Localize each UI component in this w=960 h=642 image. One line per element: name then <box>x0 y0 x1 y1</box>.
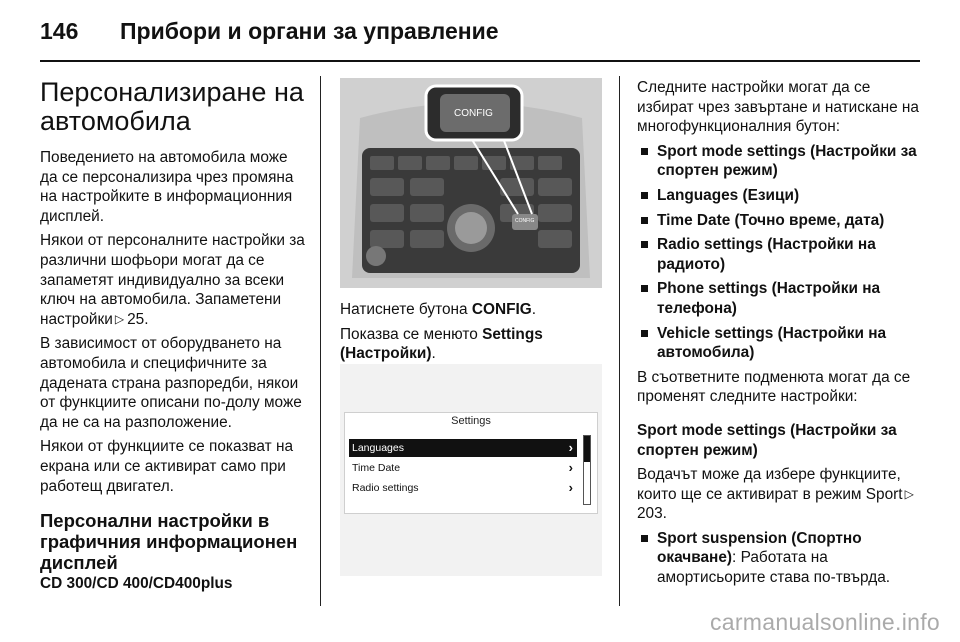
sport-mode-text: Водачът може да избере функциите, които ще се активират в режим Sport <box>637 466 903 503</box>
column-divider-2 <box>619 76 620 606</box>
settings-screen-title: Settings <box>451 415 491 427</box>
settings-item-time-date <box>349 459 577 477</box>
page-title: Прибори и органи за управление <box>120 18 499 44</box>
caption-1-button-name: CONFIG <box>471 301 532 318</box>
paragraph-2 <box>40 231 308 329</box>
settings-screen <box>344 412 598 514</box>
bullet-item <box>637 211 920 231</box>
caption-1 <box>340 300 602 320</box>
sport-mode-paragraph <box>637 465 920 524</box>
settings-item-label: Languages <box>352 442 404 454</box>
paragraph-3: В зависимост от оборудването на автомобила и специфичните за дадената страна разпоредби, някои от функциите описани по-долу може да не са на разположение. <box>40 335 302 431</box>
bullet-text: Languages (Езици) <box>657 186 800 204</box>
bullet-icon <box>641 535 648 542</box>
scrollbar-thumb <box>584 436 590 462</box>
page-header <box>40 14 920 58</box>
paragraph-1: Поведението на автомобила може да се персонализира чрез промяна на настройките в информационния дисплей. <box>40 149 294 225</box>
bullet-item <box>637 186 920 206</box>
header-rule <box>40 60 920 62</box>
page-reference-icon: ▷ <box>114 311 125 326</box>
paragraph-2-text: Някои от персоналните настройки за различни шофьори могат да се запаметят индивидуално за всеки ключ на автомобила. Запаметени настройки <box>40 232 305 328</box>
page-reference-number[interactable]: 25. <box>127 310 149 328</box>
scrollbar <box>583 435 591 505</box>
config-button-label: CONFIG <box>515 218 535 224</box>
sport-mode-heading: Sport mode settings (Настройки за спортен режим) <box>637 421 897 459</box>
page-reference-number[interactable]: 203. <box>637 505 667 523</box>
bullet-text: Radio settings (Настройки на радиото) <box>657 236 876 273</box>
column-3 <box>637 78 920 593</box>
section-heading: Персонализиране на автомобила <box>40 77 304 136</box>
bullet-text: Time Date (Точно време, дата) <box>657 211 885 229</box>
column-divider-1 <box>320 76 321 606</box>
caption-2-menu-name: Settings (Настройки) <box>340 325 543 363</box>
subsection-heading: Персонални настройки в графичния информационен дисплей <box>40 510 298 574</box>
caption-2-end: . <box>431 345 436 363</box>
bullet-item <box>637 279 920 318</box>
settings-item-languages <box>349 439 577 457</box>
caption-1-text: Натиснете бутона <box>340 301 472 318</box>
intro-paragraph: Следните настройки могат да се избират чрез завъртане и натискане на многофункционалния бутон: <box>637 79 919 136</box>
bullet-item <box>637 235 920 274</box>
config-button-closeup-label: CONFIG <box>454 108 493 119</box>
bullet-text: Vehicle settings (Настройки на автомобила) <box>657 324 887 362</box>
chevron-right-icon: › <box>568 440 573 455</box>
paragraph-4: Някои от функциите се показват на екрана или се активират само при работещ двигател. <box>40 438 294 495</box>
model-label: CD 300/CD 400/CD400plus <box>40 575 233 593</box>
settings-item-label: Radio settings <box>352 482 419 494</box>
chevron-right-icon: › <box>568 480 573 495</box>
bullet-icon <box>641 241 648 248</box>
column-2-caption <box>340 300 602 369</box>
column-1 <box>40 78 308 599</box>
page-reference-icon: ▷ <box>904 486 914 501</box>
bullet-text: : Работата на амортисьорите става по-твърда. <box>657 549 891 587</box>
settings-screen-figure <box>340 364 602 576</box>
submenu-paragraph: В съответните подменюта могат да се променят следните настройки: <box>637 368 911 406</box>
bullet-item <box>637 142 920 181</box>
bullet-icon <box>641 285 648 292</box>
bullet-icon <box>641 217 648 224</box>
caption-2-text: Показва се менюто <box>340 325 483 343</box>
settings-item-label: Time Date <box>352 462 401 474</box>
settings-item-radio <box>349 479 577 497</box>
control-panel-photo <box>340 78 602 288</box>
bullet-icon <box>641 192 648 199</box>
bullet-term: Sport suspension (Спортно окачване) <box>657 529 862 567</box>
page-number: 146 <box>40 18 79 44</box>
bullet-item <box>637 324 920 363</box>
watermark: carmanualsonline.info <box>709 609 940 635</box>
caption-2 <box>340 325 602 364</box>
chevron-right-icon: › <box>568 460 573 475</box>
bullet-icon <box>641 330 648 337</box>
bullet-text: Sport mode settings (Настройки за спортен режим) <box>657 142 917 180</box>
caption-1-end: . <box>531 301 537 318</box>
bullet-icon <box>641 148 648 155</box>
bullet-item <box>637 529 920 588</box>
bullet-text: Phone settings (Настройки на телефона) <box>657 280 881 317</box>
